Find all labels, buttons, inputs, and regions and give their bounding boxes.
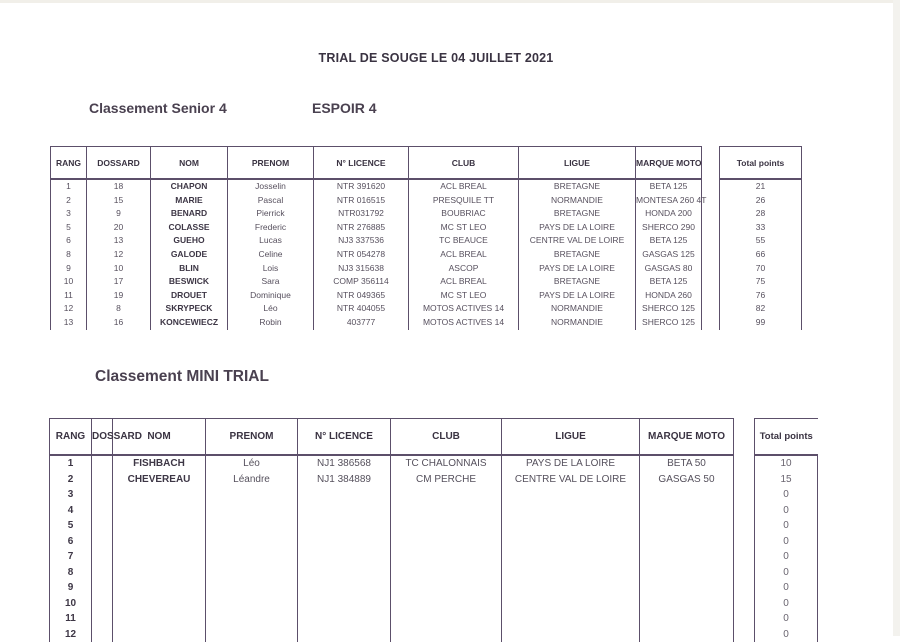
table-cell	[298, 487, 391, 503]
table-cell: FISHBACH	[113, 455, 206, 472]
table-cell: Celine	[228, 248, 314, 262]
table-cell: Léo	[206, 455, 298, 472]
table-cell	[391, 596, 502, 612]
table-cell: Robin	[228, 316, 314, 330]
total-row	[755, 596, 818, 612]
senior-subheading: ESPOIR 4	[312, 100, 377, 116]
table-cell: 13	[51, 316, 87, 330]
table-cell: CM PERCHE	[391, 472, 502, 488]
table-cell	[206, 534, 298, 550]
table-cell: BRETAGNE	[519, 275, 636, 289]
table-cell	[391, 580, 502, 596]
col-club-header: CLUB	[409, 147, 519, 180]
table-cell: PAYS DE LA LOIRE	[519, 221, 636, 235]
table-cell: BRETAGNE	[519, 207, 636, 221]
table-cell: ACL BREAL	[409, 179, 519, 194]
table-cell	[298, 565, 391, 581]
total-cell: 0	[755, 518, 818, 534]
table-cell: 403777	[314, 316, 409, 330]
mini-col-rang-header: RANG	[50, 419, 92, 456]
table-cell	[206, 518, 298, 534]
table-cell	[640, 503, 734, 519]
table-cell: BETA 50	[640, 455, 734, 472]
table-cell: MARIE	[151, 194, 228, 208]
table-cell: ACL BREAL	[409, 248, 519, 262]
table-cell: 2	[51, 194, 87, 208]
mini-table	[49, 418, 734, 642]
total-row	[755, 549, 818, 565]
table-cell	[391, 611, 502, 627]
table-cell	[640, 518, 734, 534]
mini-col-marque-header: MARQUE MOTO	[640, 419, 734, 456]
total-cell: 0	[755, 565, 818, 581]
table-cell: 3	[50, 487, 92, 503]
total-cell: 0	[755, 487, 818, 503]
table-cell: Léo	[228, 302, 314, 316]
table-cell	[298, 627, 391, 642]
table-cell: 9	[51, 262, 87, 276]
table-cell	[113, 518, 206, 534]
page-title: TRIAL DE SOUGE LE 04 JUILLET 2021	[0, 51, 872, 65]
table-row	[50, 580, 734, 596]
table-cell	[92, 565, 113, 581]
table-cell: Pierrick	[228, 207, 314, 221]
table-cell: 11	[51, 289, 87, 303]
table-cell: PAYS DE LA LOIRE	[502, 455, 640, 472]
total-cell: 0	[755, 596, 818, 612]
table-cell: MC ST LEO	[409, 289, 519, 303]
table-cell: Léandre	[206, 472, 298, 488]
table-cell	[92, 518, 113, 534]
mini-header-row	[50, 419, 734, 456]
total-row	[755, 518, 818, 534]
col-prenom-header: PRENOM	[228, 147, 314, 180]
table-cell: NORMANDIE	[519, 302, 636, 316]
table-cell: NTR 054278	[314, 248, 409, 262]
table-cell: Dominique	[228, 289, 314, 303]
total-cell: 0	[755, 503, 818, 519]
table-cell: COLASSE	[151, 221, 228, 235]
table-cell: CENTRE VAL DE LOIRE	[519, 234, 636, 248]
table-cell	[92, 503, 113, 519]
table-cell: 19	[87, 289, 151, 303]
table-cell	[113, 596, 206, 612]
table-cell	[502, 611, 640, 627]
table-cell	[206, 549, 298, 565]
mini-col-dossard-header: DOSSARD	[92, 419, 113, 456]
table-cell: DROUET	[151, 289, 228, 303]
table-cell: BRETAGNE	[519, 179, 636, 194]
table-cell: 8	[87, 302, 151, 316]
table-cell: NTR 391620	[314, 179, 409, 194]
table-cell	[640, 627, 734, 642]
total-cell: 99	[720, 316, 802, 330]
table-cell: NTR 276885	[314, 221, 409, 235]
table-cell: SHERCO 290	[636, 221, 702, 235]
table-cell: ACL BREAL	[409, 275, 519, 289]
table-cell: SKRYPECK	[151, 302, 228, 316]
table-cell: 9	[87, 207, 151, 221]
table-cell: HONDA 260	[636, 289, 702, 303]
table-row	[50, 549, 734, 565]
table-cell	[206, 565, 298, 581]
table-cell	[298, 611, 391, 627]
total-row	[755, 534, 818, 550]
table-cell	[502, 518, 640, 534]
table-cell	[92, 596, 113, 612]
col-dossard-header: DOSSARD	[87, 147, 151, 180]
table-cell	[113, 627, 206, 642]
mini-col-ligue-header: LIGUE	[502, 419, 640, 456]
table-cell: COMP 356114	[314, 275, 409, 289]
table-cell	[502, 580, 640, 596]
table-cell	[502, 565, 640, 581]
table-cell	[92, 487, 113, 503]
senior-heading: Classement Senior 4	[89, 100, 227, 116]
table-cell: NJ1 384889	[298, 472, 391, 488]
table-cell: MOTOS ACTIVES 14	[409, 316, 519, 330]
table-cell: MONTESA 260 4T	[636, 194, 702, 208]
table-cell: 5	[51, 221, 87, 235]
table-cell: Sara	[228, 275, 314, 289]
table-cell: 1	[50, 455, 92, 472]
table-cell: 13	[87, 234, 151, 248]
total-cell: 28	[720, 207, 802, 221]
total-cell: 70	[720, 262, 802, 276]
table-cell	[92, 611, 113, 627]
table-cell: 7	[50, 549, 92, 565]
table-cell: NTR 404055	[314, 302, 409, 316]
table-cell	[502, 487, 640, 503]
table-cell: ASCOP	[409, 262, 519, 276]
table-cell: NORMANDIE	[519, 194, 636, 208]
total-row	[755, 565, 818, 581]
table-cell	[92, 580, 113, 596]
table-cell: CENTRE VAL DE LOIRE	[502, 472, 640, 488]
table-cell	[298, 518, 391, 534]
table-cell	[298, 503, 391, 519]
table-cell: SHERCO 125	[636, 302, 702, 316]
table-cell: 1	[51, 179, 87, 194]
table-cell: GASGAS 125	[636, 248, 702, 262]
table-cell: 6	[50, 534, 92, 550]
table-cell	[206, 627, 298, 642]
table-cell	[502, 503, 640, 519]
total-cell: 15	[755, 472, 818, 488]
table-row	[50, 627, 734, 642]
total-cell: 0	[755, 580, 818, 596]
table-cell	[298, 596, 391, 612]
table-cell	[113, 580, 206, 596]
total-cell: 0	[755, 611, 818, 627]
table-cell	[640, 580, 734, 596]
total-cell: 75	[720, 275, 802, 289]
table-row	[50, 518, 734, 534]
total-row	[755, 611, 818, 627]
table-cell: GALODE	[151, 248, 228, 262]
total-cell: 0	[755, 549, 818, 565]
total-cell: 55	[720, 234, 802, 248]
table-row	[50, 503, 734, 519]
table-cell	[640, 565, 734, 581]
col-marque-header: MARQUE MOTO	[636, 147, 702, 180]
table-cell: PAYS DE LA LOIRE	[519, 262, 636, 276]
table-cell: 11	[50, 611, 92, 627]
total-row	[755, 627, 818, 642]
table-cell	[92, 534, 113, 550]
table-cell: BOUBRIAC	[409, 207, 519, 221]
total-cell: 10	[755, 455, 818, 472]
table-cell: 10	[51, 275, 87, 289]
table-cell	[640, 549, 734, 565]
mini-heading: Classement MINI TRIAL	[95, 368, 269, 386]
table-cell: 10	[87, 262, 151, 276]
table-row	[50, 455, 734, 472]
table-cell: BETA 125	[636, 179, 702, 194]
table-cell: BETA 125	[636, 234, 702, 248]
total-row	[755, 503, 818, 519]
table-row	[50, 611, 734, 627]
table-cell	[113, 565, 206, 581]
mini-total-table	[754, 418, 818, 642]
table-cell: 16	[87, 316, 151, 330]
table-cell: NJ1 386568	[298, 455, 391, 472]
table-cell: NTR 016515	[314, 194, 409, 208]
total-cell: 0	[755, 534, 818, 550]
table-cell: NJ3 337536	[314, 234, 409, 248]
mini-col-total-header: Total points	[755, 419, 818, 456]
table-cell: 9	[50, 580, 92, 596]
total-row	[755, 487, 818, 503]
table-cell: 12	[51, 302, 87, 316]
table-cell: GUEHO	[151, 234, 228, 248]
table-cell: 8	[51, 248, 87, 262]
table-cell: NTR031792	[314, 207, 409, 221]
table-cell: PRESQUILE TT	[409, 194, 519, 208]
table-cell: Frederic	[228, 221, 314, 235]
table-cell: 2	[50, 472, 92, 488]
table-cell: 10	[50, 596, 92, 612]
table-cell	[113, 611, 206, 627]
col-rang-header: RANG	[51, 147, 87, 180]
table-cell	[206, 487, 298, 503]
table-cell: KONCEWIECZ	[151, 316, 228, 330]
table-cell: BRETAGNE	[519, 248, 636, 262]
col-licence-header: N° LICENCE	[314, 147, 409, 180]
total-cell: 26	[720, 194, 802, 208]
total-cell: 76	[720, 289, 802, 303]
table-row	[50, 472, 734, 488]
table-cell: 20	[87, 221, 151, 235]
table-cell: Lucas	[228, 234, 314, 248]
table-cell: NTR 049365	[314, 289, 409, 303]
table-cell	[298, 534, 391, 550]
table-cell	[640, 611, 734, 627]
table-cell	[391, 565, 502, 581]
table-cell	[391, 487, 502, 503]
table-cell: TC CHALONNAIS	[391, 455, 502, 472]
total-row	[755, 472, 818, 488]
total-row	[755, 455, 818, 472]
table-row	[50, 534, 734, 550]
total-cell: 33	[720, 221, 802, 235]
table-cell: 15	[87, 194, 151, 208]
table-cell: GASGAS 50	[640, 472, 734, 488]
table-cell: GASGAS 80	[636, 262, 702, 276]
total-row	[755, 580, 818, 596]
total-cell: 0	[755, 627, 818, 642]
table-cell	[391, 549, 502, 565]
table-cell: 4	[50, 503, 92, 519]
table-cell	[502, 534, 640, 550]
table-cell	[640, 596, 734, 612]
table-row	[50, 487, 734, 503]
table-cell: 12	[87, 248, 151, 262]
table-cell	[298, 580, 391, 596]
total-cell: 66	[720, 248, 802, 262]
table-cell	[391, 627, 502, 642]
table-cell	[391, 503, 502, 519]
table-cell: BETA 125	[636, 275, 702, 289]
mini-col-club-header: CLUB	[391, 419, 502, 456]
table-cell: CHEVEREAU	[113, 472, 206, 488]
table-cell: TC BEAUCE	[409, 234, 519, 248]
col-nom-header: NOM	[151, 147, 228, 180]
table-cell	[92, 455, 113, 472]
table-cell	[640, 487, 734, 503]
table-cell	[502, 627, 640, 642]
table-cell: SHERCO 125	[636, 316, 702, 330]
mini-col-prenom-header: PRENOM	[206, 419, 298, 456]
table-row	[50, 596, 734, 612]
table-cell: BENARD	[151, 207, 228, 221]
table-cell	[113, 503, 206, 519]
table-cell	[206, 580, 298, 596]
table-cell: NORMANDIE	[519, 316, 636, 330]
table-cell	[206, 611, 298, 627]
table-cell	[113, 487, 206, 503]
table-cell	[640, 534, 734, 550]
col-ligue-header: LIGUE	[519, 147, 636, 180]
table-cell	[92, 549, 113, 565]
table-cell: Pascal	[228, 194, 314, 208]
table-cell: MOTOS ACTIVES 14	[409, 302, 519, 316]
total-cell: 82	[720, 302, 802, 316]
table-cell: Josselin	[228, 179, 314, 194]
table-cell: NJ3 315638	[314, 262, 409, 276]
total-cell: 21	[720, 179, 802, 194]
table-cell: MC ST LEO	[409, 221, 519, 235]
col-total-header: Total points	[720, 147, 802, 180]
mini-col-nom-header: NOM	[113, 419, 206, 456]
table-cell	[92, 627, 113, 642]
mini-total-header-row	[755, 419, 818, 456]
table-cell: PAYS DE LA LOIRE	[519, 289, 636, 303]
table-cell: HONDA 200	[636, 207, 702, 221]
table-cell: 18	[87, 179, 151, 194]
table-row	[50, 565, 734, 581]
table-cell: 6	[51, 234, 87, 248]
table-cell	[298, 549, 391, 565]
table-cell: 17	[87, 275, 151, 289]
table-cell: BESWICK	[151, 275, 228, 289]
table-cell	[113, 549, 206, 565]
table-cell	[206, 503, 298, 519]
table-cell	[206, 596, 298, 612]
table-cell: 12	[50, 627, 92, 642]
table-cell: 5	[50, 518, 92, 534]
table-cell: CHAPON	[151, 179, 228, 194]
table-cell: Lois	[228, 262, 314, 276]
table-cell	[391, 534, 502, 550]
table-cell	[391, 518, 502, 534]
table-cell	[502, 549, 640, 565]
table-cell: 3	[51, 207, 87, 221]
mini-col-licence-header: N° LICENCE	[298, 419, 391, 456]
table-cell: 8	[50, 565, 92, 581]
table-cell	[92, 472, 113, 488]
table-cell: BLIN	[151, 262, 228, 276]
table-cell	[502, 596, 640, 612]
table-cell	[113, 534, 206, 550]
